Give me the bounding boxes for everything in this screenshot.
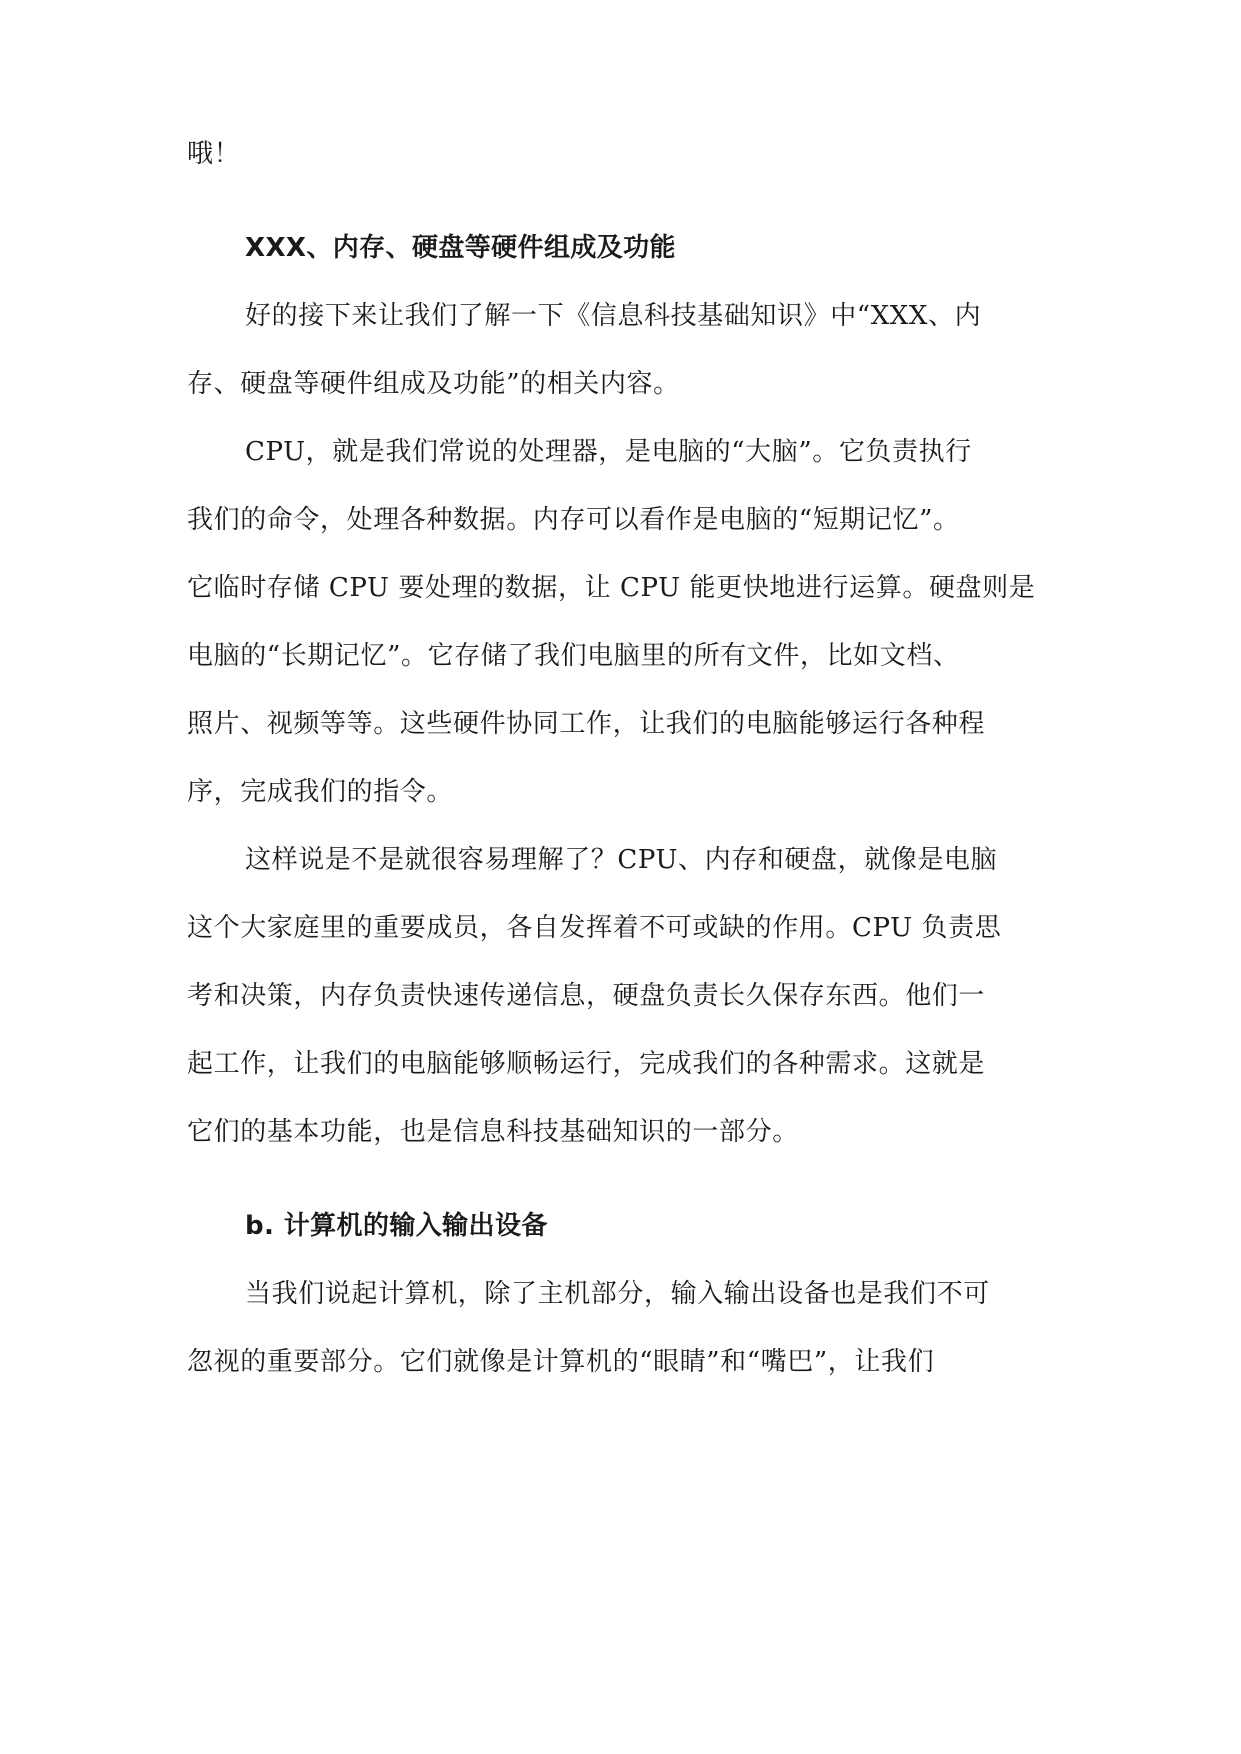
paragraph-line: 当我们说起计算机，除了主机部分，输入输出设备也是我们不可 [245,1279,990,1309]
section-heading: XXX、内存、硬盘等硬件组成及功能 [245,233,676,263]
paragraph-line: 这样说是不是就很容易理解了？CPU、内存和硬盘，就像是电脑 [245,845,998,875]
paragraph-line: 考和决策，内存负责快速传递信息，硬盘负责长久保存东西。他们一 [187,981,986,1011]
paragraph-line: 电脑的“长期记忆”。它存储了我们电脑里的所有文件，比如文档、 [187,641,960,671]
text-line: 哦！ [187,139,241,169]
paragraph-line: 起工作，让我们的电脑能够顺畅运行，完成我们的各种需求。这就是 [187,1049,986,1079]
paragraph-line: CPU，就是我们常说的处理器，是电脑的“大脑”。它负责执行 [245,437,972,467]
paragraph-line: 序，完成我们的指令。 [187,777,454,807]
paragraph-line: 它临时存储 CPU 要处理的数据，让 CPU 能更快地进行运算。硬盘则是 [187,573,1036,603]
paragraph-line: 好的接下来让我们了解一下《信息科技基础知识》中“XXX、内 [245,301,982,331]
paragraph-line: 我们的命令，处理各种数据。内存可以看作是电脑的“短期记忆”。 [187,505,960,535]
paragraph-line: 它们的基本功能，也是信息科技基础知识的一部分。 [187,1117,799,1147]
paragraph-line: 这个大家庭里的重要成员，各自发挥着不可或缺的作用。CPU 负责思 [187,913,1002,943]
paragraph-line: 存、硬盘等硬件组成及功能”的相关内容。 [187,369,680,399]
paragraph-line: 忽视的重要部分。它们就像是计算机的“眼睛”和“嘴巴”，让我们 [187,1347,935,1377]
section-heading: b. 计算机的输入输出设备 [245,1211,548,1241]
paragraph-line: 照片、视频等等。这些硬件协同工作，让我们的电脑能够运行各种程 [187,709,986,739]
